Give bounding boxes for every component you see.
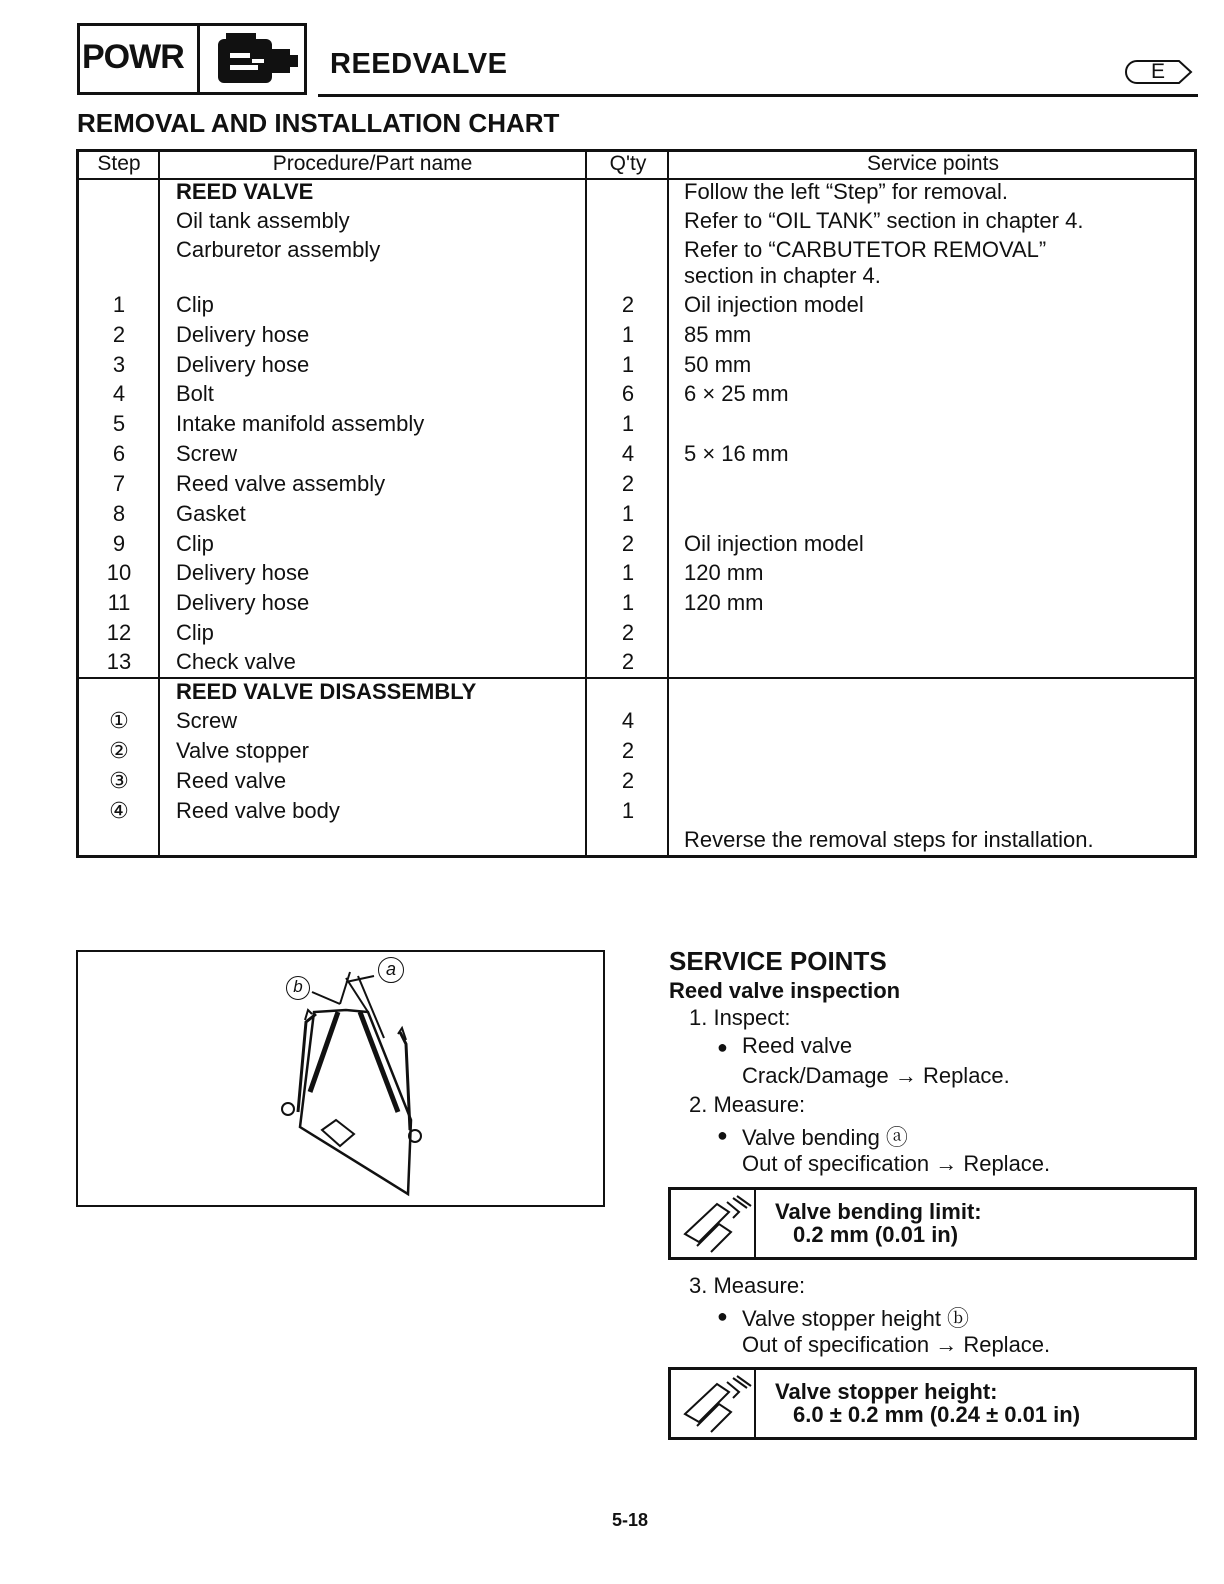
row-service: 85 mm [684, 322, 752, 347]
row-part-name: Reed valve [176, 768, 287, 793]
row-service: Oil injection model [684, 531, 864, 556]
row-part-name: Reed valve body [176, 798, 340, 823]
spec-label: Valve stopper height: [775, 1379, 998, 1404]
caliper-icon [677, 1374, 753, 1436]
measure-result-bending: Out of specification → Replace. [742, 1151, 1051, 1176]
row-step: 1 [112, 292, 126, 317]
row-step: 5 [112, 411, 126, 436]
row-qty: 1 [621, 560, 635, 585]
row-part-name: Bolt [176, 381, 214, 406]
row-qty: 4 [621, 441, 635, 466]
row-part-name: Valve stopper [176, 738, 309, 763]
row-qty: 1 [621, 590, 635, 615]
row-qty: 4 [621, 708, 635, 733]
row-part-name: Delivery hose [176, 322, 310, 347]
language-code: E [1151, 60, 1166, 83]
measure-item-stopper: Valve stopper height ⓑ [742, 1306, 970, 1331]
row-service: 50 mm [684, 352, 752, 377]
bullet-icon: ● [717, 1125, 728, 1145]
service-note: Refer to “CARBUTETOR REMOVAL” [684, 237, 1047, 262]
row-service: 5 × 16 mm [684, 441, 789, 466]
row-step: ③ [109, 768, 129, 793]
spec-icon-divider [754, 1367, 756, 1440]
step-1: 1. Inspect: [689, 1005, 791, 1030]
row-step: 10 [106, 560, 132, 585]
reed-valve-figure [76, 950, 605, 1207]
row-qty: 2 [621, 531, 635, 556]
row-step: 7 [112, 471, 126, 496]
row-part-name: Check valve [176, 649, 296, 674]
spec-value: 0.2 mm (0.01 in) [793, 1222, 959, 1247]
chart-title: REMOVAL AND INSTALLATION CHART [77, 108, 560, 138]
col-header-service: Service points [867, 152, 999, 175]
row-part-name: Clip [176, 292, 214, 317]
installation-note: Reverse the removal steps for installation. [684, 827, 1094, 852]
bullet-icon: ● [717, 1037, 728, 1057]
row-step: 13 [106, 649, 132, 674]
caliper-icon [677, 1194, 753, 1256]
service-points-heading: SERVICE POINTS [669, 946, 887, 976]
section-label: POWR [82, 38, 184, 76]
row-step: 12 [106, 620, 132, 645]
service-note: Refer to “OIL TANK” section in chapter 4. [684, 208, 1084, 233]
callout-a: a [378, 957, 404, 983]
row-part-name: Screw [176, 708, 238, 733]
row-part-name: Clip [176, 620, 214, 645]
row-service: 120 mm [684, 560, 764, 585]
row-step: ④ [109, 798, 129, 823]
col-header-step: Step [97, 152, 141, 175]
spec-icon-divider [754, 1187, 756, 1260]
page-number: 5-18 [612, 1510, 649, 1530]
row-qty: 2 [621, 649, 635, 674]
spec-label: Valve bending limit: [775, 1199, 982, 1224]
row-qty: 1 [621, 798, 635, 823]
bullet-icon: ● [717, 1306, 728, 1326]
row-qty: 6 [621, 381, 635, 406]
row-step: ② [109, 738, 129, 763]
row-qty: 2 [621, 768, 635, 793]
row-service: 6 × 25 mm [684, 381, 789, 406]
inspect-item: Reed valve [742, 1033, 853, 1058]
callout-b: b [286, 976, 310, 1000]
row-step: ① [109, 708, 129, 733]
row-part-name: Delivery hose [176, 352, 310, 377]
service-note: Follow the left “Step” for removal. [684, 179, 1009, 204]
row-part-name: Intake manifold assembly [176, 411, 425, 436]
row-step: 2 [112, 322, 126, 347]
intro-item: Oil tank assembly [176, 208, 350, 233]
row-part-name: Gasket [176, 501, 246, 526]
row-qty: 2 [621, 292, 635, 317]
row-qty: 2 [621, 620, 635, 645]
row-step: 8 [112, 501, 126, 526]
group-heading-disassembly: REED VALVE DISASSEMBLY [176, 679, 477, 704]
row-qty: 1 [621, 322, 635, 347]
row-part-name: Clip [176, 531, 214, 556]
inspect-result: Crack/Damage → Replace. [742, 1063, 1010, 1088]
row-part-name: Reed valve assembly [176, 471, 386, 496]
measure-result-stopper: Out of specification → Replace. [742, 1332, 1051, 1357]
spec-box-stopper [668, 1367, 1197, 1440]
service-note: section in chapter 4. [684, 263, 881, 288]
language-badge [1123, 59, 1193, 85]
row-step: 3 [112, 352, 126, 377]
row-step: 11 [107, 590, 131, 615]
measure-item-bending: Valve bending ⓐ [742, 1125, 908, 1150]
row-service: 120 mm [684, 590, 764, 615]
header-rule [318, 94, 1198, 97]
row-part-name: Delivery hose [176, 590, 310, 615]
spec-value: 6.0 ± 0.2 mm (0.24 ± 0.01 in) [793, 1402, 1081, 1427]
col-header-name: Procedure/Part name [272, 152, 473, 175]
intro-item: Carburetor assembly [176, 237, 381, 262]
step-2: 2. Measure: [689, 1092, 806, 1117]
spec-box-bending [668, 1187, 1197, 1260]
row-part-name: Screw [176, 441, 238, 466]
col-divider-step [158, 149, 160, 858]
step-3: 3. Measure: [689, 1273, 806, 1298]
col-divider-name [585, 149, 587, 858]
engine-power-icon [212, 31, 300, 89]
row-qty: 1 [621, 501, 635, 526]
section-tab-divider [197, 23, 200, 95]
row-service: Oil injection model [684, 292, 864, 317]
reed-valve-diagram [78, 952, 603, 1205]
inspection-subheading: Reed valve inspection [669, 978, 901, 1003]
row-qty: 2 [621, 738, 635, 763]
group-heading-reed-valve: REED VALVE [176, 179, 314, 204]
row-step: 9 [112, 531, 126, 556]
row-part-name: Delivery hose [176, 560, 310, 585]
col-header-qty: Q'ty [609, 152, 647, 175]
row-step: 4 [112, 381, 126, 406]
row-qty: 1 [621, 411, 635, 436]
row-qty: 2 [621, 471, 635, 496]
row-qty: 1 [621, 352, 635, 377]
page-title: REEDVALVE [330, 48, 508, 80]
row-step: 6 [112, 441, 126, 466]
